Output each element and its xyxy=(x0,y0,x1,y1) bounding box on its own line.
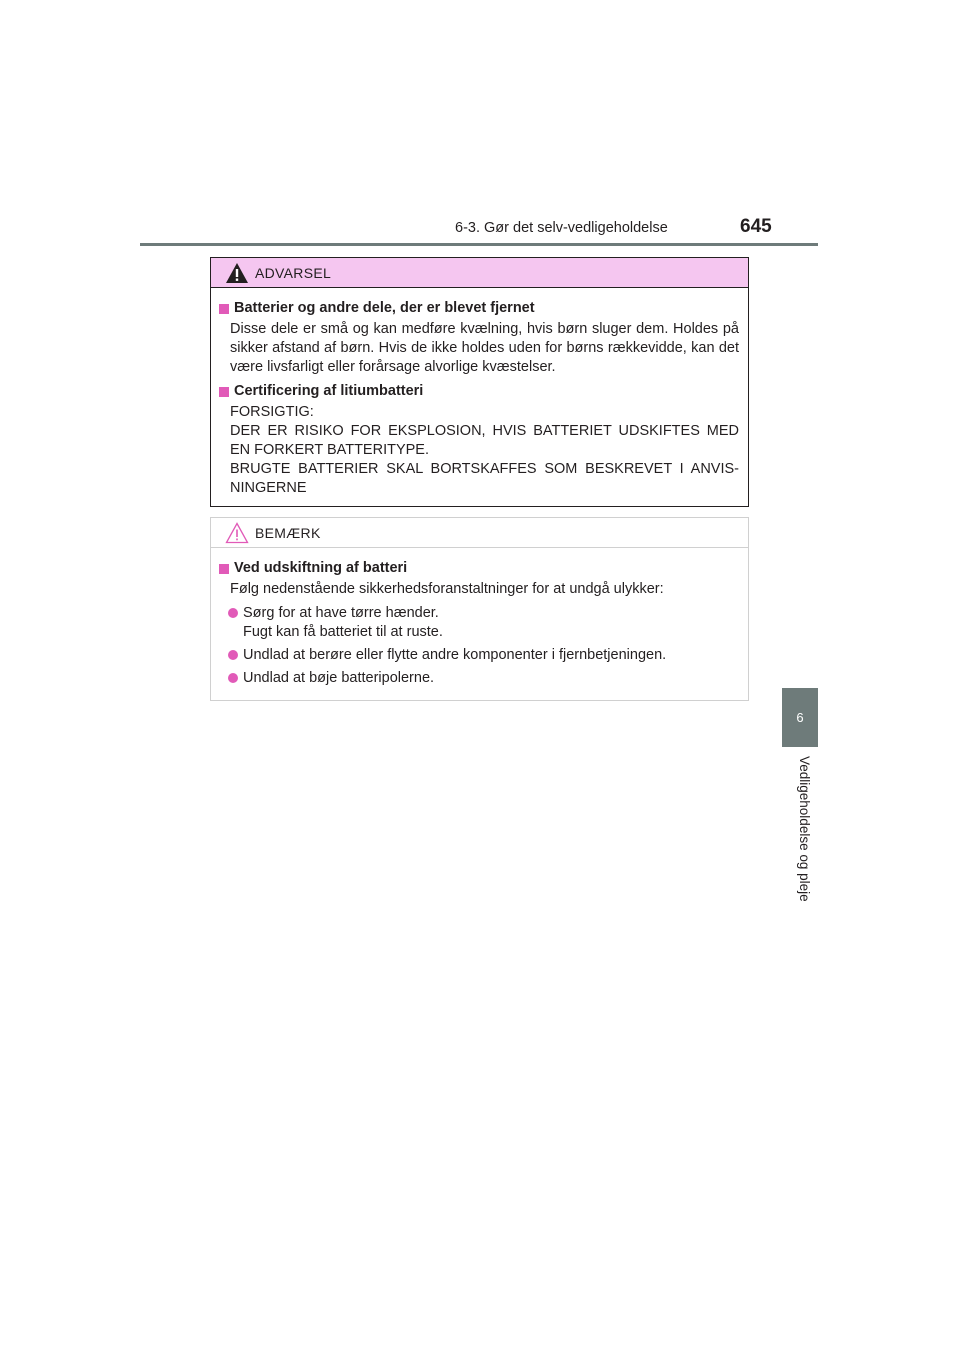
square-bullet-icon xyxy=(219,304,229,314)
note-intro-text: Følg nedenstående sikkerhedsforanstaltninger for at undgå ulykker: xyxy=(230,581,664,597)
warning-box-header xyxy=(211,258,748,288)
warning-label: ADVARSEL xyxy=(255,265,332,281)
note-label: BEMÆRK xyxy=(255,525,321,541)
header-divider xyxy=(140,243,818,246)
list-item xyxy=(219,646,739,665)
warning-box xyxy=(210,257,749,507)
text-line: BRUGTE BATTERIER SKAL BORTSKAFFES SOM BESKREVET I ANVIS-NINGERNE xyxy=(230,461,739,496)
warning-section-title-text: Batterier og andre dele, der er blevet fjernet xyxy=(234,300,535,316)
chapter-tab xyxy=(782,688,818,747)
square-bullet-icon xyxy=(219,387,229,397)
round-bullet-icon xyxy=(228,650,238,660)
list-item-text: Undlad at bøje batteripolerne. xyxy=(243,670,435,686)
section-title: 6-3. Gør det selv-vedligeholdelse xyxy=(455,220,668,236)
text-line: FORSIGTIG: xyxy=(230,404,314,420)
note-section-title-text: Ved udskiftning af batteri xyxy=(234,560,408,576)
square-bullet-icon xyxy=(219,564,229,574)
warning-triangle-outline-icon xyxy=(225,522,249,544)
list-item-text: Sørg for at have tørre hænder. xyxy=(243,605,439,621)
round-bullet-icon xyxy=(228,608,238,618)
warning-section-text: Disse dele er små og kan medføre kvælning, hvis børn sluger dem. Holdes på sikker afstand af børn. Hvis de ikke holdes uden for børns rækkevidde, kan det være livsfarligt eller forårsage alvorlige kvæstelser. xyxy=(230,321,739,375)
list-item xyxy=(219,604,739,642)
list-item-text: Undlad at berøre eller flytte andre komponenter i fjernbetjeningen. xyxy=(243,647,667,663)
note-box-body xyxy=(211,548,748,688)
chapter-number: 6 xyxy=(796,710,804,725)
warning-section-title xyxy=(219,382,739,401)
text-line: DER ER RISIKO FOR EKSPLOSION, HVIS BATTERIET UDSKIFTES MED EN FORKERT BATTERITYPE. xyxy=(230,423,739,458)
round-bullet-icon xyxy=(228,673,238,683)
warning-section-title-text: Certificering af litiumbatteri xyxy=(234,383,424,399)
list-item xyxy=(219,669,739,688)
note-box-header xyxy=(211,518,748,548)
chapter-title: Vedligeholdelse og pleje xyxy=(797,756,812,902)
warning-section-title xyxy=(219,299,739,318)
warning-triangle-filled-icon xyxy=(225,262,249,284)
note-box xyxy=(210,517,749,701)
list-item-text: Fugt kan få batteriet til at ruste. xyxy=(243,624,443,640)
page-number: 645 xyxy=(740,216,772,237)
warning-section-text xyxy=(219,403,739,498)
warning-box-body xyxy=(211,288,748,498)
note-section-title xyxy=(219,559,739,578)
